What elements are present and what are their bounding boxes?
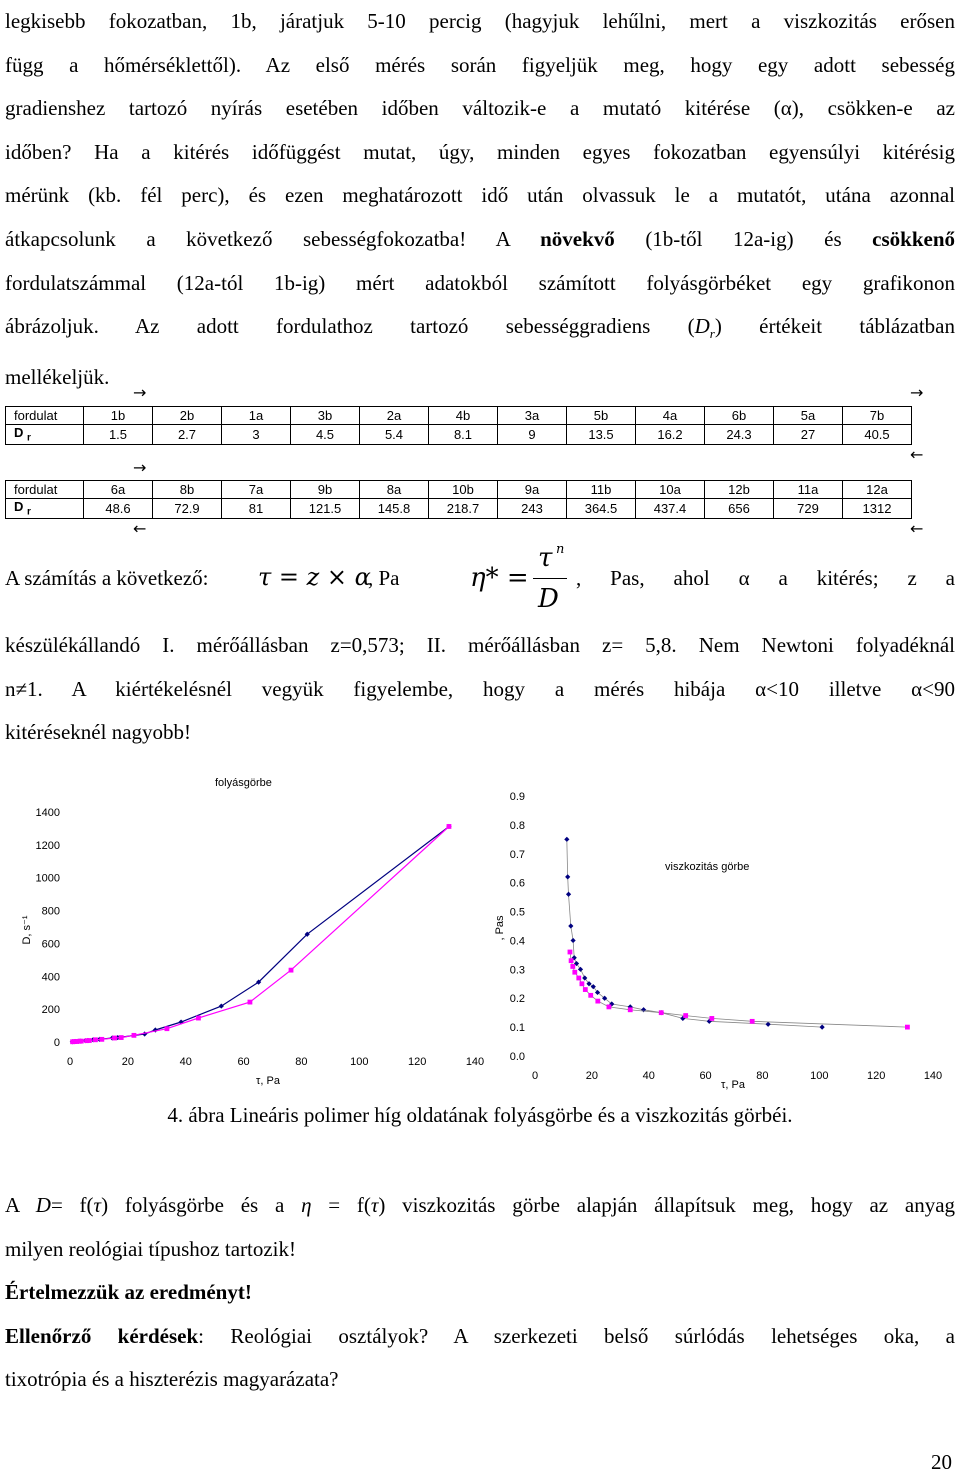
- y-tick-label: 0.5: [509, 906, 525, 919]
- data-point: [766, 1022, 771, 1027]
- data-point: [565, 874, 570, 879]
- x-tick-label: 100: [810, 1070, 829, 1082]
- data-point: [112, 1036, 117, 1041]
- text-line: tixotrópia és a hiszterézis magyarázata?: [5, 1367, 339, 1392]
- table-row: fordulat 6a 8b 7a 9b 8a 10b 9a 11b 10a 12b 11a 12a: [6, 481, 912, 499]
- section-heading: Értelmezzük az eredményt!: [5, 1280, 252, 1305]
- formula-exponent: n: [556, 542, 565, 557]
- control-questions-label: Ellenőrző kérdések: [5, 1323, 199, 1348]
- y-tick-label: 0.9: [509, 791, 525, 803]
- data-point: [595, 999, 600, 1004]
- formula-unit: , Pa: [368, 566, 400, 590]
- y-tick-label: 0.2: [509, 993, 525, 1006]
- text-line: mellékeljük.: [5, 364, 110, 389]
- fordulat-table-2: [5, 480, 912, 519]
- x-tick-label: 120: [407, 1056, 427, 1068]
- arrow-left-icon: ←: [910, 445, 924, 464]
- y-tick-label: 1200: [35, 839, 60, 852]
- series-line: [73, 827, 449, 1042]
- evaluation-paragraph: [5, 1184, 955, 1402]
- data-point: [79, 1039, 84, 1044]
- data-point: [659, 1010, 664, 1015]
- data-point: [196, 1016, 201, 1021]
- y-tick-label: 600: [41, 938, 60, 951]
- y-tick-label: 400: [41, 971, 60, 984]
- y-tick-label: 0.4: [509, 935, 525, 948]
- bold-csokkeno: csökkenő: [872, 226, 956, 251]
- y-tick-label: 0.0: [509, 1051, 525, 1063]
- data-point: [87, 1038, 92, 1043]
- formula-tau: τ = z × α: [258, 563, 371, 591]
- data-point: [564, 837, 569, 842]
- data-point: [99, 1037, 104, 1042]
- x-tick-label: 140: [465, 1056, 485, 1068]
- y-tick-label: 0.6: [509, 877, 525, 890]
- page-number: 20: [931, 1450, 952, 1474]
- text-line: gradienshez tartozó nyírás esetében időben változik-e a mutató kitérése (α), csökken-e az: [5, 96, 955, 121]
- fordulat-table-1: [5, 406, 912, 445]
- arrow-right-icon: →: [133, 383, 147, 402]
- y-tick-label: 1000: [35, 872, 60, 885]
- arrow-left-icon: ←: [133, 519, 147, 538]
- row-header: fordulat: [6, 481, 84, 499]
- row-header: fordulat: [6, 407, 84, 425]
- chart-title: viszkozitás görbe: [665, 861, 750, 873]
- x-tick-label: 20: [121, 1056, 134, 1068]
- text-line: n≠1. A kiértékelésnél vegyük figyelembe, hogy a mérés hibája α<10 illetve α<90: [5, 676, 955, 701]
- bold-novekvo: növekvő: [540, 226, 615, 251]
- intro-paragraph: [5, 0, 955, 400]
- y-tick-label: 800: [41, 905, 60, 918]
- text-line: átkapcsolunk a következő sebességfokozatba! A növekvő (1b-től 12a-ig) és csökkenő: [5, 226, 956, 251]
- data-point: [570, 964, 575, 969]
- text-line: Ellenőrző kérdések: Reológiai osztályok? A szerkezeti belső súrlódás lehetséges oka, a: [5, 1323, 955, 1348]
- formula-intro: A számítás a következő:: [5, 566, 209, 590]
- x-tick-label: 140: [923, 1070, 943, 1082]
- x-tick-label: 40: [642, 1070, 655, 1082]
- data-point: [683, 1013, 688, 1018]
- folyasgorbe-chart: [21, 777, 484, 1087]
- data-point: [583, 987, 588, 992]
- arrow-right-icon: →: [133, 458, 147, 477]
- data-point: [447, 824, 452, 829]
- chart-title: folyásgörbe: [215, 777, 272, 789]
- x-tick-label: 120: [866, 1070, 886, 1082]
- x-tick-label: 80: [295, 1056, 308, 1068]
- data-point: [820, 1025, 825, 1030]
- text-line: időben? Ha a kitérés időfüggést mutat, úgy, minden egyes fokozatban egyensúlyi kitérésig: [5, 139, 955, 164]
- data-point: [578, 967, 583, 972]
- text-line: ábrázoljuk. Az adott fordulathoz tartozó sebességgradiens $(D_r)$ értékeit táblázatban: [5, 314, 955, 342]
- x-tick-label: 0: [531, 1070, 539, 1082]
- constants-paragraph: [5, 624, 955, 755]
- y-tick-label: 0.3: [509, 964, 525, 977]
- data-point: [165, 1026, 170, 1031]
- table-row: D $_r$ 48.6 72.9 81 121.5 145.8 218.7 243 364.5 437.4 656 729 1312: [6, 499, 912, 519]
- figure-caption: 4. ábra Lineáris polimer híg oldatának folyásgörbe és a viszkozitás görbéi.: [167, 1103, 793, 1127]
- table-row: fordulat 1b 2b 1a 3b 2a 4b 3a 5b 4a 6b 5a 7b: [6, 407, 912, 425]
- formula-tail: , Pas, ahol α a kitérés; z a: [576, 566, 955, 590]
- figure-charts: [0, 765, 960, 1105]
- row-header: D $_r$: [6, 425, 84, 445]
- x-tick-label: 80: [756, 1070, 769, 1082]
- x-tick-label: 20: [585, 1070, 598, 1082]
- table-row: D $_r$ 1.5 2.7 3 4.5 5.4 8.1 9 13.5 16.2 24.3 27 40.5: [6, 425, 912, 445]
- data-point: [576, 976, 581, 981]
- x-axis-label: τ, Pa: [256, 1075, 280, 1087]
- data-point: [248, 1000, 253, 1005]
- x-tick-label: 0: [66, 1056, 74, 1068]
- formula-numerator: τ: [538, 543, 553, 573]
- series-line: [72, 827, 449, 1042]
- data-point: [588, 993, 593, 998]
- fraction-bar: [533, 578, 567, 579]
- x-tick-label: 40: [179, 1056, 192, 1068]
- text-line: készülékállandó I. mérőállásban z=0,573; II. mérőállásban z= 5,8. Nem Newtoni folyadéknál: [5, 633, 955, 657]
- y-axis-label: D, s⁻¹: [21, 915, 33, 945]
- arrow-right-icon: →: [910, 383, 924, 402]
- y-tick-label: 0.1: [509, 1022, 525, 1035]
- y-tick-label: 0: [53, 1037, 60, 1049]
- data-point: [628, 1007, 633, 1012]
- data-point: [750, 1019, 755, 1024]
- data-point: [132, 1033, 137, 1038]
- data-point: [566, 892, 571, 897]
- row-header: D $_r$: [6, 499, 84, 519]
- data-point: [572, 970, 577, 975]
- y-tick-label: 0.8: [509, 819, 525, 832]
- data-point: [709, 1016, 714, 1021]
- data-point: [569, 958, 574, 963]
- text-line: fordulatszámmal (12a-tól 1b-ig) mért adatokból számított folyásgörbéket egy grafikonon: [5, 270, 955, 295]
- text-line: kitéréseknél nagyobb!: [5, 720, 192, 745]
- viszkozitas-chart: [494, 791, 942, 1091]
- x-tick-label: 100: [350, 1056, 369, 1068]
- formula-eta: η* =: [470, 563, 529, 593]
- data-point: [289, 968, 294, 973]
- y-axis-label: , Pas: [494, 915, 506, 941]
- x-axis-label: τ, Pa: [721, 1079, 745, 1091]
- data-point: [119, 1035, 124, 1040]
- text-line: függ a hőmérséklettől). Az első mérés során figyeljük meg, hogy egy adott sebesség: [5, 52, 955, 77]
- y-tick-label: 1400: [35, 807, 60, 819]
- text-line: legkisebb fokozatban, 1b, járatjuk 5-10 percig (hagyjuk lehűlni, mert a viszkozitás erősen: [5, 9, 955, 33]
- formula-denominator: D: [538, 584, 559, 614]
- y-tick-label: 200: [41, 1004, 60, 1017]
- text-line: A D= f(τ) folyásgörbe és a η = f(τ) viszkozitás görbe alapján állapítsuk meg, hogy az anyag: [5, 1193, 956, 1217]
- x-tick-label: 60: [699, 1070, 712, 1082]
- data-point: [570, 938, 575, 943]
- arrow-left-icon: ←: [910, 519, 924, 538]
- text-line: milyen reológiai típushoz tartozik!: [5, 1236, 297, 1261]
- data-point: [568, 950, 573, 955]
- data-point: [607, 1004, 612, 1009]
- data-point: [568, 923, 573, 928]
- x-tick-label: 60: [237, 1056, 250, 1068]
- series-line: [570, 952, 907, 1027]
- text-line: mérünk (kb. fél perc), és ezen meghatározott idő után olvassuk le a mutatót, utána azonnal: [5, 183, 955, 208]
- y-tick-label: 0.7: [509, 848, 525, 861]
- data-point: [580, 981, 585, 986]
- data-point: [905, 1025, 910, 1030]
- data-point: [93, 1037, 98, 1042]
